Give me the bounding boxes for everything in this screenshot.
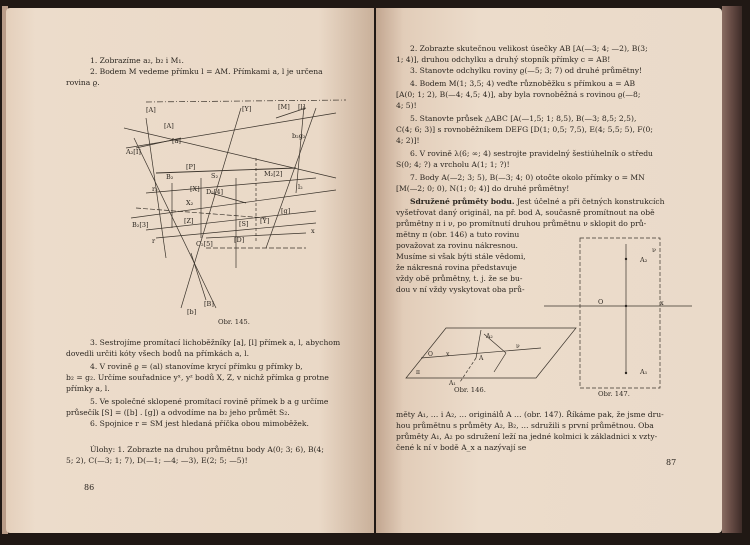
fig146-O: O xyxy=(428,351,433,358)
fig147-v: ν xyxy=(652,246,656,254)
fig147-A2: A₂ xyxy=(640,256,648,264)
label-D1: D₂[4] xyxy=(206,188,224,196)
bottom-line-1: měty A₁, … i A₂, … originálů A … (obr. 147). Říkáme pak, že jsme dru- xyxy=(396,410,664,419)
label-g: [g] xyxy=(281,207,291,215)
label-Yb: [Y] xyxy=(260,217,270,225)
figure-147-caption: Obr. 147. xyxy=(598,390,630,398)
label-r2: r₂ xyxy=(152,185,158,193)
label-M2: M₂[2] xyxy=(264,170,283,178)
figure-146-caption: Obr. 146. xyxy=(454,386,486,394)
label-B: [B] xyxy=(204,300,214,308)
section-heading: Sdružené průměty bodu. xyxy=(410,197,515,206)
right-line-3: 3. Stanovte odchylku roviny ϱ(—5; 3; 7) od druhé průmětny! xyxy=(410,66,643,75)
label-Z: [Z] xyxy=(184,217,194,225)
fig147-A1: A₁ xyxy=(640,368,648,376)
tasks-line-1: Úlohy: 1. Zobrazte na druhou průmětnu body A(0; 3; 6), B(4; xyxy=(90,445,324,454)
para-4-line-2: b₂ = g₂. Určíme souřadnice yˣ, yᶻ bodů X, Z, v nichž přímka g protne xyxy=(66,373,329,382)
right-page xyxy=(376,8,722,533)
para-3-line-1: 3. Sestrojíme promítací lichoběžníky [a], [l] přímek a, l, abychom xyxy=(90,338,341,347)
para-5-line-2: průsečík [S] = ([b] . [g]) a odvodíme na b₂ jeho průmět S₂. xyxy=(66,408,290,417)
fig146-A1: A₁ xyxy=(449,380,456,387)
para-4-line-3: přímky a, l. xyxy=(66,384,110,393)
fig147-O: O xyxy=(598,298,604,306)
label-x: x xyxy=(311,227,315,235)
label-r: r xyxy=(152,237,156,245)
label-A-top: [A] xyxy=(146,106,156,114)
label-A2: A₂[I] xyxy=(126,148,141,156)
narrow-line-2: průmětny π i ν, po promítnutí druhou průmětnu ν sklopit do prů- xyxy=(396,219,647,228)
label-X2: X₂ xyxy=(186,199,194,207)
right-line-8: C(4; 6; 3)] s rovnoběžníkem DEFG [D(1; 0,5; 7,5), E(4; 5,5; 5), F(0; xyxy=(396,125,653,134)
para-6-line: 6. Spojnice r = SM jest hledaná příčka obou mimoběžek. xyxy=(90,419,309,428)
label-l2: l₂ xyxy=(298,183,303,191)
fig146-v: ν xyxy=(516,343,520,350)
page-number-right: 87 xyxy=(666,458,677,467)
narrow-line-4: považovat za rovinu nákresnou. xyxy=(396,241,518,250)
page-number-left: 86 xyxy=(84,483,95,492)
bottom-line-4: čené k ní v bodě A_x a nazývají se xyxy=(396,443,527,452)
tasks-line-2: 5; 2), C(—3; 1; 7), D(—1; —4; —3), E(2; 5; —5)! xyxy=(66,456,248,465)
right-line-7: 5. Stanovte průsek △ABC [A(—1,5; 1; 8,5), B(—3; 8,5; 2,5), xyxy=(410,114,637,123)
label-S2: S₂ xyxy=(211,172,219,180)
figure-146 xyxy=(376,8,722,533)
narrow-line-6: že nákresná rovina představuje xyxy=(396,263,517,272)
label-P: [P] xyxy=(186,163,196,171)
right-line-9: 4; 2)]! xyxy=(396,136,420,145)
label-B2: B₂ xyxy=(166,173,174,181)
fig146-A2: A₂ xyxy=(486,333,493,340)
right-line-2: 1; 4)], druhou odchylku a druhý stopník přímky c = AB! xyxy=(396,55,611,64)
label-b: [b] xyxy=(187,308,197,316)
label-l-top: [l] xyxy=(298,103,306,111)
label-a: [a] xyxy=(172,137,181,145)
book-page-edge xyxy=(722,6,742,533)
narrow-line-1: vyšetřovat daný originál, na př. bod A, současně promítnout na obě xyxy=(396,208,655,217)
narrow-line-8: dou v ní vždy vyskytovat oba prů- xyxy=(396,285,525,294)
fig146-pi: π xyxy=(416,369,420,376)
narrow-line-5: Musíme si však býti stále vědomi, xyxy=(396,252,526,261)
label-S: [S] xyxy=(239,220,249,228)
label-D: [D] xyxy=(234,236,245,244)
right-line-1: 2. Zobrazte skutečnou velikost úsečky AB [A(—3; 4; —2), B(3; xyxy=(410,44,648,53)
right-line-6: 4; 5)! xyxy=(396,101,417,110)
para-3-line-2: dovedli určiti kóty všech bodů na přímkách a, l. xyxy=(66,349,250,358)
bottom-line-2: hou průmětnu s průměty A₂, B₂, … sdružili s první průmětnou. Oba xyxy=(396,421,654,430)
fig146-x: x xyxy=(446,351,450,358)
para-5-line-1: 5. Ve společné sklopené promítací rovině přímek b a g určíme xyxy=(90,397,329,406)
label-B3: B₂[3] xyxy=(132,221,149,229)
bottom-line-3: průměty A₁, A₂ po sdružení leží na jedné kolmici k základnici x vzty- xyxy=(396,432,658,441)
label-A: [A] xyxy=(164,122,174,130)
para-4-line-1: 4. V rovině ϱ = (al) stanovíme krycí přímku g přímky b, xyxy=(90,362,303,371)
left-item-2-cont: rovina ϱ. xyxy=(66,78,100,87)
narrow-line-3: mětny π (obr. 146) a tuto rovinu xyxy=(396,230,520,239)
narrow-line-7: vždy obě průmětny, t. j. že se bu- xyxy=(396,274,523,283)
right-line-13: [M(—2; 0; 0), N(1; 0; 4)] do druhé průmětny! xyxy=(396,184,570,193)
right-line-4: 4. Bodem M(1; 3,5; 4) veďte různoběžku s přímkou a = AB xyxy=(410,79,636,88)
figure-145-caption: Obr. 145. xyxy=(218,318,250,326)
right-line-10: 6. V rovině λ(6; ∞; 4) sestrojte pravidelný šestiúhelník o středu xyxy=(410,149,653,158)
label-Y-top: [Y] xyxy=(242,105,252,113)
label-C: C₂[5] xyxy=(196,240,213,248)
fig146-A: A xyxy=(479,355,484,362)
left-item-1: 1. Zobrazíme a₂, b₂ i M₁. xyxy=(90,56,184,65)
right-line-5: [A(0; 1; 2), B(—4; 4,5; 4)], aby byla rovnoběžná s rovinou ϱ(—8; xyxy=(396,90,641,99)
label-b2g2: b₂g₂ xyxy=(292,132,306,140)
right-line-12: 7. Body A(—2; 3; 5), B(—3; 4; 0) otočte okolo přímky o = MN xyxy=(410,173,645,182)
right-line-11: S(0; 4; ?) a vrcholu A(1; 1; ?)! xyxy=(396,160,510,169)
label-M-top: [M] xyxy=(278,103,290,111)
left-page xyxy=(6,8,374,533)
label-X: [X] xyxy=(190,185,200,193)
section-heading-rest: Jest účelné a při četných konstrukcích xyxy=(514,197,665,206)
fig147-x: x xyxy=(660,299,664,307)
left-item-2: 2. Bodem M vedeme přímku l = AM. Přímkami a, l je určena xyxy=(90,67,323,76)
